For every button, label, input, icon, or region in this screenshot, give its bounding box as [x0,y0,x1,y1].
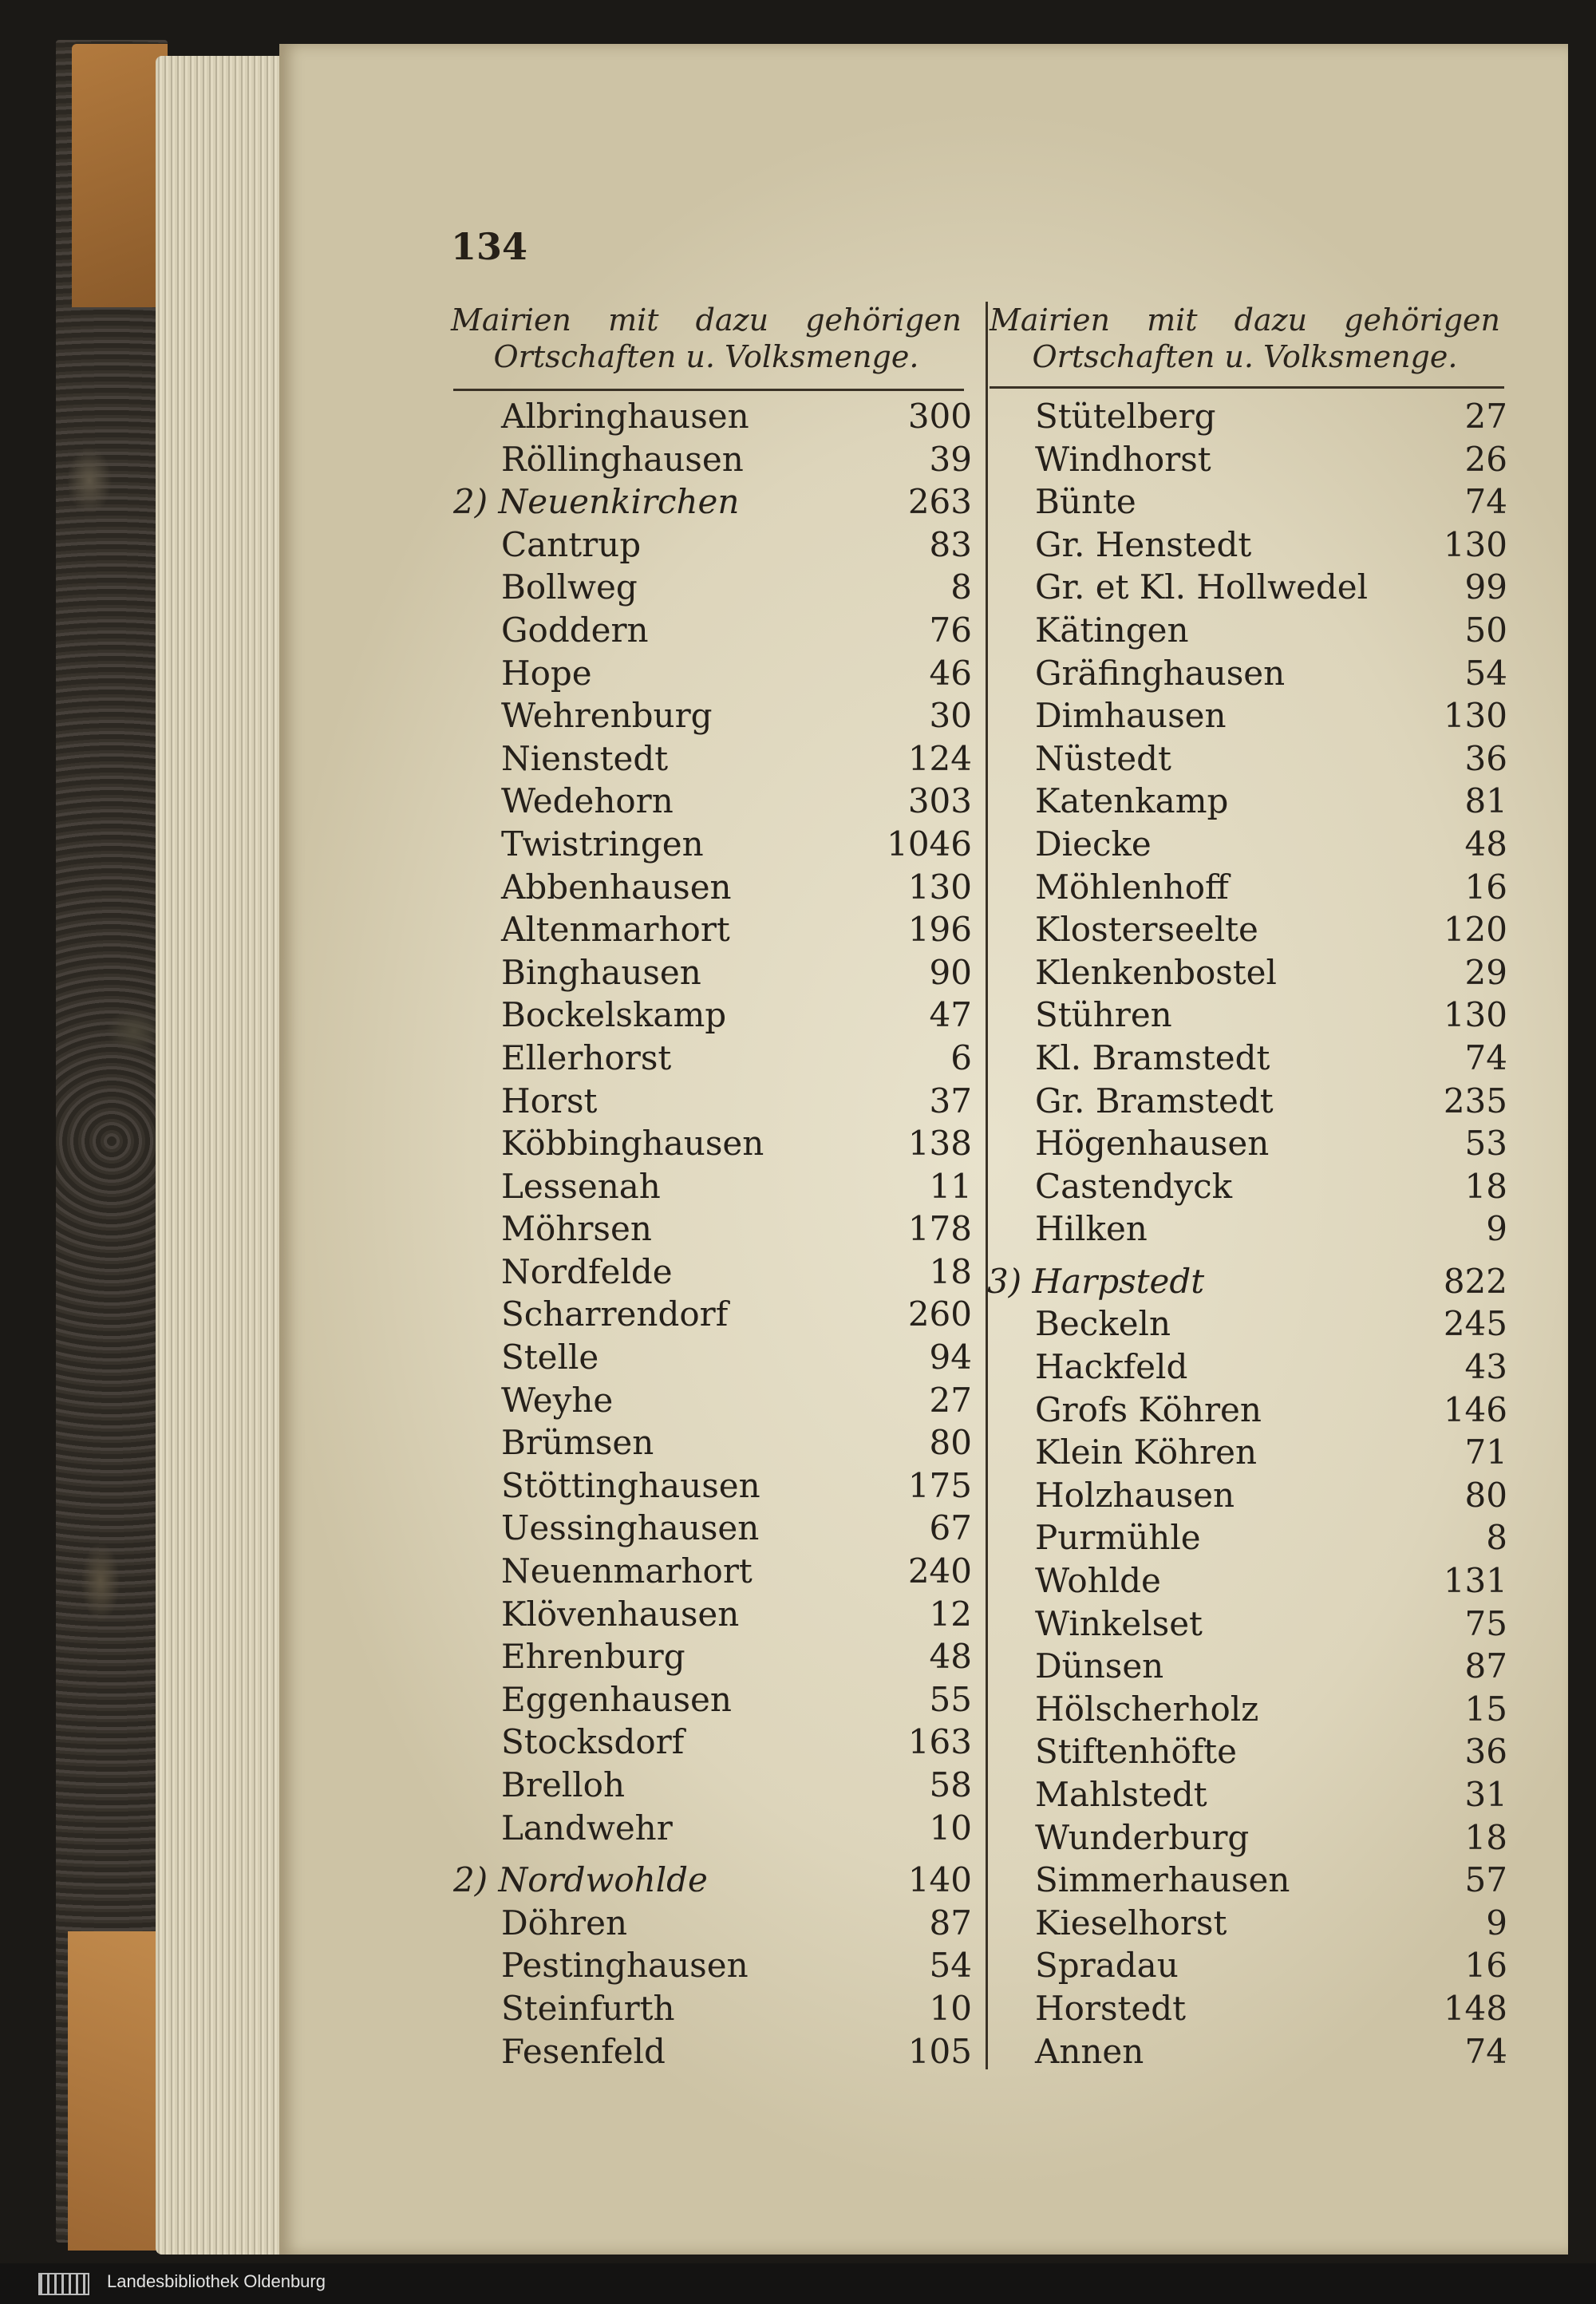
library-name: Landesbibliothek Oldenburg [107,2271,326,2291]
left-column-list [453,395,972,2073]
locality-name: Abbenhausen [501,867,732,907]
leather-spine-corner [72,44,168,307]
locality-name: Wunderburg [1035,1817,1250,1857]
page-number: 134 [451,225,528,268]
locality-row [987,1080,1507,1123]
locality-row [987,951,1507,994]
locality-name: Lessenah [501,1166,661,1206]
locality-row [453,737,972,781]
locality-name: Holzhausen [1035,1475,1235,1515]
locality-name: Windhorst [1035,439,1211,479]
population-count: 138 [907,1124,972,1164]
locality-name: Gr. Henstedt [1035,524,1252,564]
locality-name: Uessinghausen [501,1508,760,1548]
locality-row [453,1902,972,1945]
column-header-line1: Mairien mit dazu gehörigen [990,302,1500,338]
population-count: 15 [1464,1689,1507,1729]
population-count: 124 [907,738,972,778]
population-count: 75 [1464,1603,1507,1643]
locality-name: Annen [1035,2031,1144,2071]
locality-row [987,1859,1507,1902]
locality-name: Hackfeld [1035,1347,1188,1387]
locality-name: Goddern [501,610,649,650]
population-count: 81 [1464,781,1507,821]
locality-row [987,566,1507,609]
locality-row [453,866,972,909]
locality-row [453,1678,972,1721]
locality-name: Diecke [1035,824,1152,864]
locality-row [453,1165,972,1208]
locality-name: Klövenhausen [501,1594,740,1634]
locality-row [987,1730,1507,1773]
population-count: 29 [1464,952,1507,992]
locality-row [987,1902,1507,1945]
locality-name: Beckeln [1035,1304,1171,1344]
population-count: 99 [1464,567,1507,607]
locality-row [987,1474,1507,1517]
locality-name: Weyhe [501,1380,614,1420]
locality-row [453,780,972,823]
population-count: 87 [929,1903,972,1942]
population-count: 18 [929,1251,972,1291]
population-count: 131 [1443,1561,1507,1601]
locality-name: Klein Köhren [1035,1433,1258,1472]
locality-name: Binghausen [501,952,701,992]
population-count: 58 [929,1765,972,1804]
locality-row [987,1389,1507,1432]
leather-spine-corner [68,1931,168,2251]
population-count: 18 [1464,1817,1507,1857]
locality-name: Gr. et Kl. Hollwedel [1035,567,1369,607]
locality-row [987,395,1507,438]
population-count: 140 [907,1860,972,1900]
locality-row [987,1816,1507,1859]
population-count: 74 [1464,2031,1507,2071]
population-count: 47 [929,995,972,1035]
locality-name: Wehrenburg [501,696,713,736]
locality-row [453,1251,972,1294]
locality-row [453,1464,972,1508]
locality-row [987,1207,1507,1251]
locality-name: Gräfinghausen [1035,653,1286,693]
section-gap [453,1849,972,1859]
population-count: 67 [929,1508,972,1548]
page-edges [156,56,287,2255]
column-header-right [990,302,1500,375]
locality-row [987,609,1507,652]
population-count: 130 [907,867,972,907]
locality-name: Altenmarhort [501,910,730,950]
locality-row [987,1944,1507,1987]
locality-name: Scharrendorf [501,1294,729,1334]
locality-row [987,823,1507,866]
locality-row [453,908,972,951]
population-count: 8 [950,567,972,607]
locality-name: Mahlstedt [1035,1775,1207,1814]
locality-row [453,1379,972,1422]
locality-row [453,1037,972,1080]
locality-row [987,652,1507,695]
locality-row [453,1721,972,1764]
locality-name: Hilken [1035,1209,1148,1249]
locality-name: Stöttinghausen [501,1465,760,1505]
locality-name: Stiftenhöfte [1035,1732,1238,1772]
locality-row [987,994,1507,1037]
header-rule-right [990,386,1504,389]
locality-row [987,1302,1507,1346]
locality-name: Simmerhausen [1035,1860,1290,1900]
locality-name: 2) Neuenkirchen [453,482,740,522]
population-count: 43 [1464,1347,1507,1387]
population-count: 55 [929,1679,972,1719]
locality-row [987,866,1507,909]
locality-name: Steinfurth [501,1988,675,2028]
population-count: 9 [1486,1903,1507,1942]
population-count: 31 [1464,1775,1507,1814]
column-header-line2: Ortschaften u. Volksmenge. [1032,339,1458,374]
population-count: 175 [907,1465,972,1505]
locality-row [987,524,1507,567]
population-count: 54 [1464,653,1507,693]
mairie-row [453,1859,972,1902]
locality-row [987,780,1507,823]
population-count: 30 [929,696,972,736]
locality-name: 3) Harpstedt [987,1261,1205,1301]
locality-name: Purmühle [1035,1518,1201,1558]
locality-name: Horstedt [1035,1988,1187,2028]
population-count: 263 [907,482,972,522]
locality-row [453,1293,972,1336]
locality-row [987,480,1507,524]
population-count: 54 [929,1946,972,1986]
locality-name: Möhlenhoff [1035,867,1229,907]
locality-name: Bünte [1035,482,1136,522]
population-count: 120 [1443,910,1507,950]
locality-name: Katenkamp [1035,781,1229,821]
population-count: 16 [1464,1946,1507,1986]
population-count: 36 [1464,1732,1507,1772]
column-header-line2: Ortschaften u. Volksmenge. [493,339,919,374]
locality-name: Dimhausen [1035,696,1227,736]
locality-name: Castendyck [1035,1166,1233,1206]
footer-bar [0,2263,1596,2304]
locality-name: Landwehr [501,1808,673,1848]
population-count: 37 [929,1081,972,1120]
population-count: 80 [1464,1475,1507,1515]
population-count: 12 [929,1594,972,1634]
locality-row [453,2030,972,2073]
population-count: 48 [1464,824,1507,864]
locality-name: Nordfelde [501,1251,673,1291]
population-count: 74 [1464,1037,1507,1077]
population-count: 76 [929,610,972,650]
header-rule-left [453,389,964,391]
locality-name: Pestinghausen [501,1946,749,1986]
locality-row [453,1635,972,1678]
population-count: 71 [1464,1433,1507,1472]
locality-row [987,908,1507,951]
locality-row [987,737,1507,781]
locality-name: Kätingen [1035,610,1189,650]
locality-row [453,1987,972,2030]
locality-row [453,994,972,1037]
locality-row [453,395,972,438]
population-count: 1046 [887,824,972,864]
locality-row [987,1346,1507,1389]
locality-name: Högenhausen [1035,1124,1270,1164]
population-count: 90 [929,952,972,992]
population-count: 10 [929,1988,972,2028]
population-count: 8 [1486,1518,1507,1558]
population-count: 303 [907,781,972,821]
locality-name: Döhren [501,1903,627,1942]
marbled-cover [56,40,168,2243]
column-header-left [451,302,962,375]
locality-name: Horst [501,1081,598,1120]
locality-row [987,438,1507,481]
section-gap [987,1251,1507,1260]
population-count: 48 [929,1637,972,1677]
locality-name: Spradau [1035,1946,1179,1986]
locality-name: Köbbinghausen [501,1124,764,1164]
locality-name: Albringhausen [501,397,749,436]
mairie-row [987,1260,1507,1303]
population-count: 10 [929,1808,972,1848]
population-count: 240 [907,1551,972,1591]
locality-name: Brümsen [501,1423,654,1463]
locality-row [453,951,972,994]
locality-name: Stocksdorf [501,1722,685,1762]
population-count: 50 [1464,610,1507,650]
locality-row [453,1122,972,1165]
locality-name: Gr. Bramstedt [1035,1081,1274,1120]
population-count: 53 [1464,1124,1507,1164]
population-count: 196 [907,910,972,950]
locality-row [453,1764,972,1807]
population-count: 178 [907,1209,972,1249]
locality-row [987,1037,1507,1080]
population-count: 80 [929,1423,972,1463]
population-count: 57 [1464,1860,1507,1900]
population-count: 87 [1464,1646,1507,1686]
locality-name: Ehrenburg [501,1637,685,1677]
locality-name: Fesenfeld [501,2031,666,2071]
population-count: 94 [929,1338,972,1377]
locality-row [987,694,1507,737]
locality-row [987,1122,1507,1165]
locality-row [987,1559,1507,1603]
column-header-line1: Mairien mit dazu gehörigen [451,302,962,338]
locality-row [987,1165,1507,1208]
locality-name: Röllinghausen [501,439,744,479]
locality-name: Klosterseelte [1035,910,1258,950]
locality-name: Stütelberg [1035,397,1216,436]
population-count: 39 [929,439,972,479]
population-count: 27 [1464,397,1507,436]
locality-name: Stelle [501,1338,599,1377]
population-count: 6 [950,1037,972,1077]
population-count: 83 [929,524,972,564]
population-count: 130 [1443,696,1507,736]
population-count: 822 [1443,1261,1507,1301]
locality-row [453,652,972,695]
population-count: 300 [907,397,972,436]
locality-name: Winkelset [1035,1603,1203,1643]
right-column-list [987,395,1507,2073]
locality-row [987,1645,1507,1688]
locality-row [987,1688,1507,1731]
population-count: 16 [1464,867,1507,907]
locality-name: Twistringen [501,824,704,864]
locality-row [453,1507,972,1550]
population-count: 260 [907,1294,972,1334]
locality-name: Kl. Bramstedt [1035,1037,1270,1077]
locality-name: Hölscherholz [1035,1689,1259,1729]
locality-row [453,524,972,567]
locality-row [453,823,972,866]
population-count: 105 [907,2031,972,2071]
locality-row [987,1773,1507,1816]
population-count: 26 [1464,439,1507,479]
locality-row [987,1603,1507,1646]
locality-row [453,438,972,481]
locality-row [453,1421,972,1464]
locality-name: Eggenhausen [501,1679,732,1719]
population-count: 245 [1443,1304,1507,1344]
locality-row [453,566,972,609]
locality-row [987,1516,1507,1559]
locality-name: Brelloh [501,1765,625,1804]
population-count: 27 [929,1380,972,1420]
locality-row [453,1080,972,1123]
population-count: 163 [907,1722,972,1762]
locality-name: Grofs Köhren [1035,1389,1262,1429]
population-count: 9 [1486,1209,1507,1249]
population-count: 36 [1464,738,1507,778]
locality-name: Möhrsen [501,1209,652,1249]
locality-name: Klenkenbostel [1035,952,1277,992]
locality-row [453,1336,972,1379]
locality-name: Ellerhorst [501,1037,672,1077]
locality-row [987,2030,1507,2073]
population-count: 130 [1443,524,1507,564]
mairie-row [453,480,972,524]
locality-name: Kieselhorst [1035,1903,1227,1942]
population-count: 18 [1464,1166,1507,1206]
population-count: 11 [929,1166,972,1206]
population-count: 148 [1443,1988,1507,2028]
locality-name: Stühren [1035,995,1172,1035]
locality-row [453,1207,972,1251]
locality-name: Wohlde [1035,1561,1161,1601]
population-count: 130 [1443,995,1507,1035]
locality-row [453,1807,972,1850]
library-building-icon [38,2273,89,2295]
locality-row [453,609,972,652]
locality-name: Bockelskamp [501,995,727,1035]
population-count: 74 [1464,482,1507,522]
locality-row [453,1944,972,1987]
locality-row [453,1593,972,1636]
population-count: 235 [1443,1081,1507,1120]
locality-name: Bollweg [501,567,638,607]
locality-name: Wedehorn [501,781,674,821]
locality-row [453,1550,972,1593]
locality-name: 2) Nordwohlde [453,1860,708,1900]
locality-name: Hope [501,653,592,693]
locality-name: Dünsen [1035,1646,1164,1686]
locality-row [987,1431,1507,1474]
locality-row [453,694,972,737]
locality-name: Nüstedt [1035,738,1171,778]
population-count: 46 [929,653,972,693]
locality-name: Cantrup [501,524,642,564]
locality-row [987,1987,1507,2030]
locality-name: Nienstedt [501,738,669,778]
population-count: 146 [1443,1389,1507,1429]
locality-name: Neuenmarhort [501,1551,753,1591]
